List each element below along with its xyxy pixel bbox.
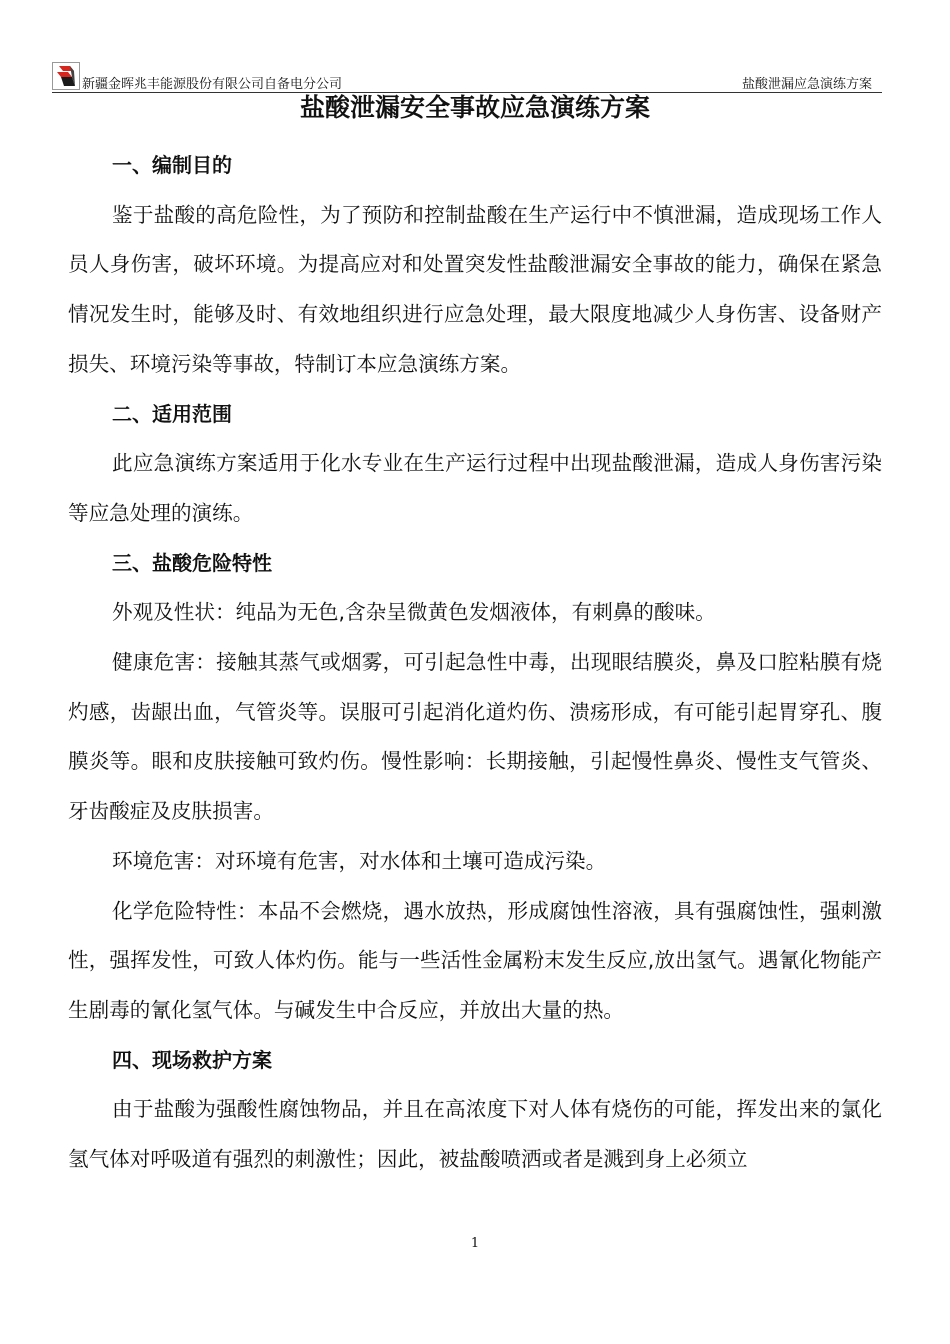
company-logo-icon xyxy=(52,62,80,90)
section-heading-hazards: 三、盐酸危险特性 xyxy=(112,550,272,575)
paragraph-purpose: 鉴于盐酸的高危险性，为了预防和控制盐酸在生产运行中不慎泄漏，造成现场工作人员人身伤害，破坏环境。为提高应对和处置突发性盐酸泄漏安全事故的能力，确保在紧急情况发生时，能够及时、有效地组织进行应急处理，最大限度地减少人身伤害、设备财产损失、环境污染等事故，特制订本应急演练方案。 xyxy=(68,202,882,376)
paragraph-rescue: 由于盐酸为强酸性腐蚀物品，并且在高浓度下对人体有烧伤的可能，挥发出来的氯化氢气体对呼吸道有强烈的刺激性；因此，被盐酸喷洒或者是溅到身上必须立 xyxy=(68,1097,882,1172)
section-heading-purpose: 一、编制目的 xyxy=(112,153,232,177)
paragraph-appearance: 外观及性状：纯品为无色,含杂呈微黄色发烟液体，有刺鼻的酸味。 xyxy=(112,600,716,625)
paragraph-scope: 此应急演练方案适用于化水专业在生产运行过程中出现盐酸泄漏，造成人身伤害污染等应急处理的演练。 xyxy=(68,451,882,525)
document-title: 盐酸泄漏安全事故应急演练方案 xyxy=(299,93,650,122)
paragraph-environment-hazard: 环境危害：对环境有危害，对水体和土壤可造成污染。 xyxy=(112,848,607,873)
paragraph-health-hazard: 健康危害：接触其蒸气或烟雾，可引起急性中毒，出现眼结膜炎，鼻及口腔粘膜有烧灼感，齿龈出血，气管炎等。误服可引起消化道灼伤、溃疡形成，有可能引起胃穿孔、腹膜炎等。眼和皮肤接触可致灼伤。慢性影响：长期接触，引起慢性鼻炎、慢性支气管炎、牙齿酸症及皮肤损害。 xyxy=(68,650,882,824)
document-body xyxy=(68,141,882,1185)
section-heading-scope: 二、适用范围 xyxy=(112,401,232,426)
section-heading-rescue: 四、现场救护方案 xyxy=(112,1047,272,1072)
header-company-name: 新疆金晖兆丰能源股份有限公司自备电分公司 xyxy=(82,77,343,92)
page-header xyxy=(52,62,882,93)
page-number: 1 xyxy=(470,1236,480,1251)
header-document-title: 盐酸泄漏应急演练方案 xyxy=(741,77,872,92)
paragraph-chemical-hazard: 化学危险特性：本品不会燃烧，遇水放热，形成腐蚀性溶液，具有强腐蚀性，强刺激性，强挥发性，可致人体灼伤。能与一些活性金属粉末发生反应,放出氢气。遇氰化物能产生剧毒的氰化氢气体。与碱发生中合反应，并放出大量的热。 xyxy=(68,898,882,1022)
